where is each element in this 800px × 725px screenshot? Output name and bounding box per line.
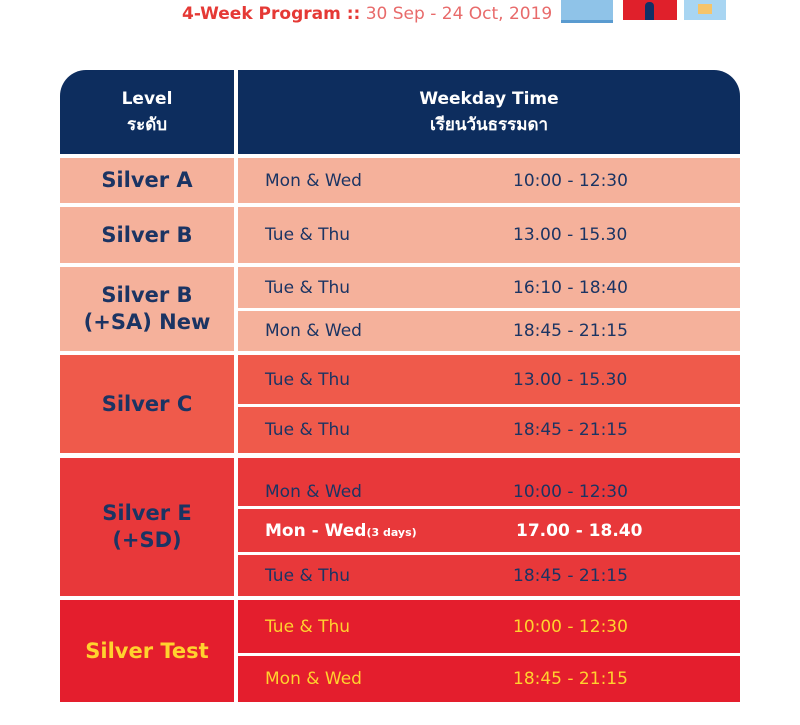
table-row: [238, 600, 740, 653]
level-silver-a: [60, 158, 234, 203]
time-cell: 18:45 - 21:15: [513, 321, 628, 341]
level-label: (+SD): [112, 528, 182, 552]
day-cell: Tue & Thu: [265, 420, 351, 440]
decorative-illustration: [623, 0, 677, 20]
level-label: Silver C: [101, 391, 193, 416]
table-row: [238, 656, 740, 702]
program-label: 4-Week Program ::: [182, 4, 361, 24]
time-cell: 18:45 - 21:15: [513, 565, 628, 586]
table-row: [238, 509, 740, 552]
level-label: Silver B: [101, 222, 193, 247]
header-time-en: Weekday Time: [419, 89, 559, 109]
day-cell: Tue & Thu: [265, 616, 351, 637]
day-cell: Tue & Thu: [265, 369, 351, 390]
header-time-th: เรียนวันธรรมดา: [429, 115, 549, 135]
level-label: Silver A: [101, 168, 193, 192]
header-level: [60, 70, 234, 154]
day-cell: Mon & Wed: [265, 170, 362, 191]
time-cell: 10:00 - 12:30: [513, 616, 628, 637]
level-silver-b: [60, 207, 234, 263]
time-cell: 10:00 - 12:30: [513, 170, 628, 191]
time-cell: 16:10 - 18:40: [513, 277, 628, 298]
header-level-en: Level: [121, 89, 173, 109]
day-cell: Tue & Thu: [265, 277, 351, 298]
day-note: (3 days): [366, 525, 417, 539]
time-cell: 13.00 - 15.30: [513, 369, 628, 390]
program-line: [182, 4, 552, 24]
level-silver-test: [60, 600, 234, 702]
table-row: [238, 407, 740, 453]
decorative-illustration: [561, 0, 613, 23]
decorative-illustration: [684, 0, 726, 20]
day-cell: Mon & Wed: [265, 321, 362, 341]
table-row: [238, 158, 740, 203]
level-label: (+SA) New: [83, 310, 211, 334]
time-cell: 17.00 - 18.40: [516, 520, 643, 541]
day-text: Mon - Wed: [265, 520, 367, 541]
table-row: [238, 267, 740, 308]
table-row: [238, 458, 740, 506]
header-level-th: ระดับ: [126, 115, 168, 135]
time-cell: 10:00 - 12:30: [513, 482, 628, 502]
table-row: [238, 355, 740, 404]
level-label: Silver Test: [85, 638, 209, 663]
program-dates: 30 Sep - 24 Oct, 2019: [365, 4, 553, 24]
table-row: [238, 311, 740, 351]
day-cell: [265, 521, 417, 541]
level-label: Silver B: [101, 283, 193, 307]
day-cell: Mon & Wed: [265, 669, 362, 689]
table-row: [238, 555, 740, 596]
time-cell: 18:45 - 21:15: [513, 669, 628, 689]
level-silver-c: [60, 355, 234, 453]
time-cell: 18:45 - 21:15: [513, 420, 628, 440]
table-row: [238, 207, 740, 263]
level-label: Silver E: [102, 501, 192, 525]
time-cell: 13.00 - 15.30: [513, 225, 628, 245]
day-cell: Tue & Thu: [265, 225, 351, 245]
level-silver-b-sa: [60, 267, 234, 351]
day-cell: Tue & Thu: [265, 565, 351, 586]
level-silver-e: [60, 458, 234, 596]
header-weekday-time: [238, 70, 740, 154]
day-cell: Mon & Wed: [265, 482, 362, 502]
